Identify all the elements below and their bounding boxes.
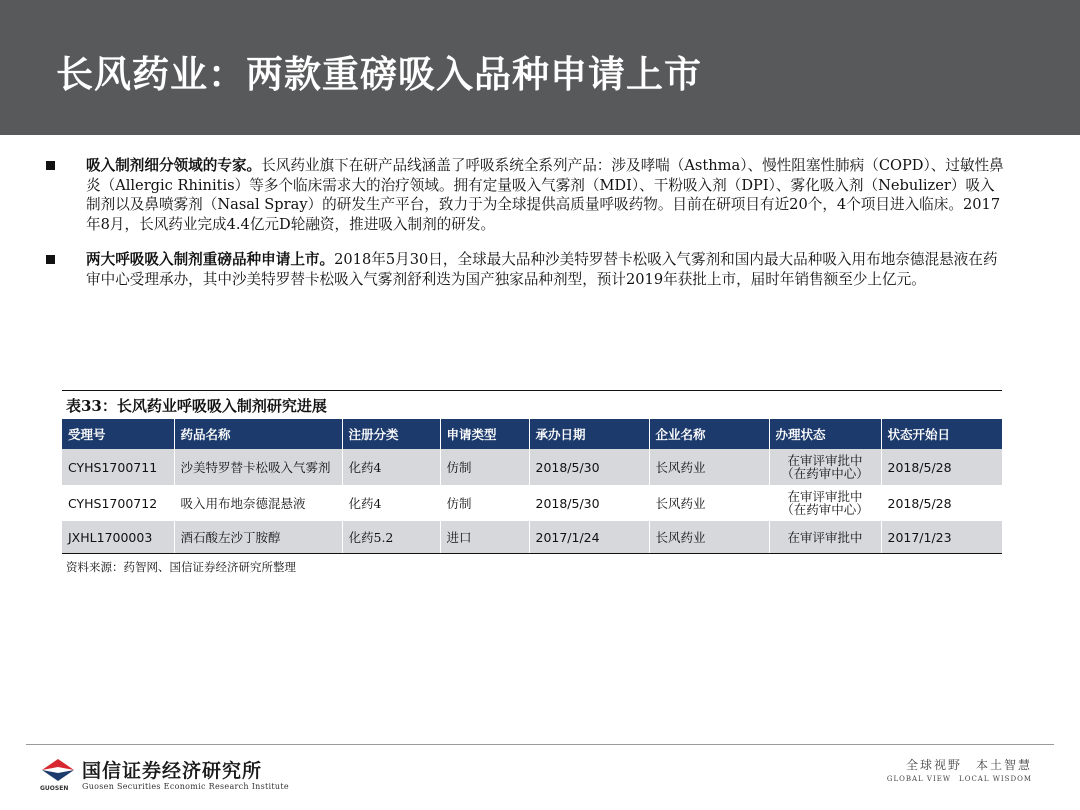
column-header: 申请类型	[440, 419, 529, 449]
guosen-logo-icon	[40, 757, 76, 783]
column-header: 企业名称	[649, 419, 769, 449]
table-cell: 化药5.2	[342, 521, 440, 554]
table-row	[62, 449, 1002, 485]
bullet-lead: 吸入制剂细分领域的专家。	[86, 157, 262, 174]
table-cell: CYHS1700712	[62, 485, 174, 521]
square-bullet-icon	[46, 255, 55, 264]
title-bar	[0, 0, 1080, 135]
square-bullet-icon	[46, 161, 55, 170]
slogan-english: GLOBAL VIEW LOCAL WISDOM	[886, 775, 1032, 783]
table-source-note: 资料来源：药智网、国信证券经济研究所整理	[66, 560, 296, 574]
column-header: 药品名称	[174, 419, 342, 449]
column-header: 承办日期	[529, 419, 649, 449]
bullet-text: 2018年5月30日，全球最大品种沙美特罗替卡松吸入气雾剂和国内最大品种吸入用布地奈德混悬液在药审中心受理承办，其中沙美特罗替卡松吸入气雾剂舒利迭为国产独家品种剂型，预计2019年获批上市，届时年销售额至少上亿元。	[86, 251, 998, 288]
table-row	[62, 485, 1002, 521]
table-title: 表33：长风药业呼吸吸入制剂研究进展	[62, 390, 1002, 419]
table-cell: 酒石酸左沙丁胺醇	[174, 521, 342, 554]
column-header: 注册分类	[342, 419, 440, 449]
table-cell: 在审评审批中（在药审中心）	[769, 449, 881, 485]
table-cell: 2017/1/24	[529, 521, 649, 554]
table-cell: 在审评审批中（在药审中心）	[769, 485, 881, 521]
table-cell: 化药4	[342, 449, 440, 485]
bullet-list	[46, 156, 1006, 306]
table-cell: 吸入用布地奈德混悬液	[174, 485, 342, 521]
slogan-chinese: 全球视野 本土智慧	[905, 758, 1032, 772]
logo-small-text: GUOSEN	[40, 785, 69, 792]
column-header: 状态开始日	[881, 419, 1002, 449]
table-cell: 2018/5/30	[529, 485, 649, 521]
logo-english-name: Guosen Securities Economic Research Institute	[82, 782, 289, 791]
research-table	[62, 419, 1002, 554]
table-cell: CYHS1700711	[62, 449, 174, 485]
slide-title: 长风药业：两款重磅吸入品种申请上市	[56, 52, 702, 96]
research-table-block	[62, 390, 1002, 575]
column-header: 受理号	[62, 419, 174, 449]
footer-divider	[26, 744, 1054, 745]
bullet-text: 长风药业旗下在研产品线涵盖了呼吸系统全系列产品：涉及哮喘（Asthma）、慢性阻塞性肺病（COPD）、过敏性鼻炎（Allergic Rhinitis）等多个临床需求大的治疗领域。拥有定量吸入气雾剂（MDI）、干粉吸入剂（DPI）、雾化吸入剂（Nebulizer）吸入制剂以及鼻喷雾剂（Nasal Spray）的研发生产平台，致力于为全球提供高质量呼吸药物。目前在研项目有近20个，4个项目进入临床。2017年8月，长风药业完成4.4亿元D轮融资，推进吸入制剂的研发。	[86, 157, 1004, 233]
bullet-lead: 两大呼吸吸入制剂重磅品种申请上市。	[86, 251, 335, 269]
table-cell: 化药4	[342, 485, 440, 521]
table-cell: 仿制	[440, 449, 529, 485]
table-cell: 在审评审批中	[769, 521, 881, 554]
table-cell: 2018/5/28	[881, 449, 1002, 485]
table-cell: 沙美特罗替卡松吸入气雾剂	[174, 449, 342, 485]
bullet-item	[46, 156, 1006, 234]
table-cell: 2017/1/23	[881, 521, 1002, 554]
table-cell: 长风药业	[649, 449, 769, 485]
table-cell: JXHL1700003	[62, 521, 174, 554]
bullet-item	[46, 250, 1006, 289]
logo-chinese-name: 国信证券经济研究所	[82, 760, 263, 782]
table-cell: 长风药业	[649, 485, 769, 521]
column-header: 办理状态	[769, 419, 881, 449]
table-row	[62, 521, 1002, 554]
table-cell: 2018/5/30	[529, 449, 649, 485]
table-cell: 长风药业	[649, 521, 769, 554]
table-header-row	[62, 419, 1002, 449]
table-cell: 仿制	[440, 485, 529, 521]
table-cell: 进口	[440, 521, 529, 554]
table-cell: 2018/5/28	[881, 485, 1002, 521]
